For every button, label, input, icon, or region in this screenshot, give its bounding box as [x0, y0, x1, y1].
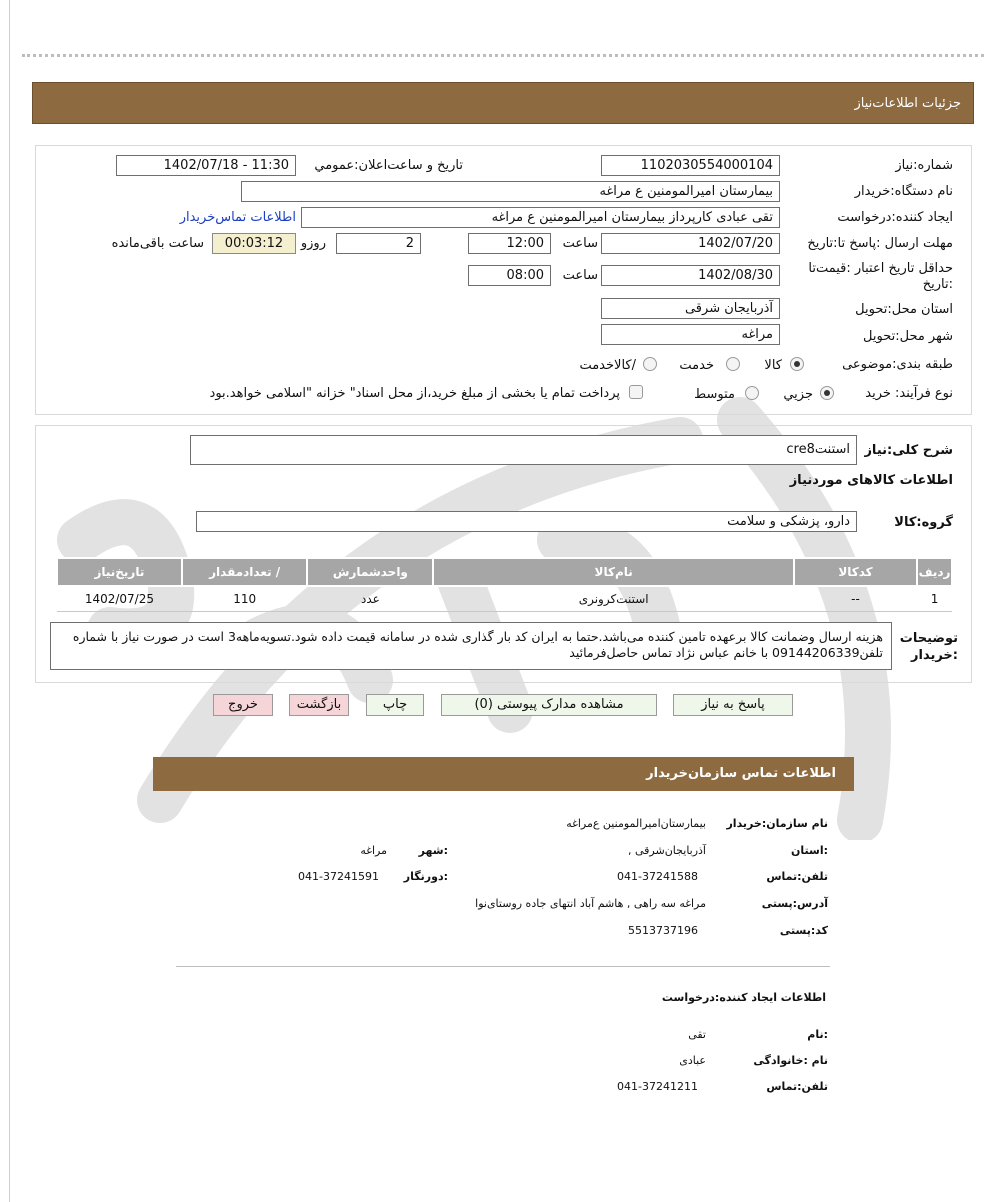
creator-phone-label: تلفن:تماس: [766, 1080, 828, 1093]
col-row-number: ردیف: [917, 558, 952, 586]
col-need-date: تاریخ‌نیاز: [57, 558, 182, 586]
page-header-bar: [32, 82, 974, 124]
validity-time-label: ساعت: [562, 268, 598, 283]
buyer-contact-title: اطلاعات تماس سازمان‌خریدار: [646, 766, 836, 781]
contact-fax-value: 041-37241591: [298, 870, 379, 883]
postal-address-label: آدرس:پستی: [761, 897, 828, 910]
buyer-org-field: بیمارستان امیرالمومنین ع مراغه: [241, 181, 780, 202]
process-medium-radio[interactable]: [745, 386, 759, 400]
treasury-payment-note: پرداخت تمام یا بخشی از مبلغ خرید،از محل اسناد" خزانه "اسلامی خواهد.بود: [209, 386, 620, 401]
need-description-label: شرح کلی:نیاز: [864, 443, 953, 458]
table-row: [57, 586, 952, 612]
category-label: طبقه بندی:موضوعی: [842, 357, 953, 372]
buyer-contact-link[interactable]: اطلاعات تماس‌خریدار: [179, 210, 296, 225]
cell-need-date: 1402/07/25: [57, 586, 182, 612]
cell-quantity: 110: [182, 586, 308, 612]
category-service-label: خدمت: [679, 358, 714, 373]
need-description-field: استنتcre8: [190, 435, 857, 465]
announce-datetime-field: 1402/07/18 - 11:30: [116, 155, 296, 176]
top-dotted-divider: [22, 54, 984, 57]
cell-row-number: 1: [917, 586, 952, 612]
buyer-contact-header: [153, 757, 854, 791]
contact-city-value: مراغه: [360, 844, 387, 857]
category-goods-label: کالا: [764, 358, 782, 373]
deadline-date-field: 1402/07/20: [601, 233, 780, 254]
cell-unit: عدد: [307, 586, 433, 612]
cell-goods-code: --: [794, 586, 917, 612]
category-goods-radio[interactable]: [790, 357, 804, 371]
buyer-notes-label: توضیحات :خریدار: [899, 631, 958, 663]
request-creator-field: تقی عبادی کارپرداز بیمارستان امیرالمومنین ع مراغه: [301, 207, 780, 228]
contact-province-value: آذربایجان‌شرقی ,: [628, 844, 706, 857]
contact-fax-label: :دورنگار: [403, 870, 448, 883]
delivery-city-label: شهر محل:تحویل: [863, 329, 953, 344]
days-label: روزو: [300, 236, 326, 251]
creator-name-value: تقی: [688, 1028, 706, 1041]
category-goods-service-radio[interactable]: [643, 357, 657, 371]
process-medium-label: متوسط: [694, 387, 735, 402]
col-goods-code: کدکالا: [794, 558, 917, 586]
buyer-org-label: نام دستگاه:خریدار: [854, 184, 953, 199]
respond-to-need-button[interactable]: پاسخ به نیاز: [673, 694, 793, 716]
goods-group-field: دارو، پزشکی و سلامت: [196, 511, 857, 532]
category-service-radio[interactable]: [726, 357, 740, 371]
page-header-title: جزئیات اطلاعات‌نیاز: [854, 96, 961, 111]
validity-time-field: 08:00: [468, 265, 551, 286]
postal-code-value: 5513737196: [628, 924, 698, 937]
delivery-province-field: آذربایجان شرقی: [601, 298, 780, 319]
cell-goods-name: استنت‌کرونری: [433, 586, 794, 612]
days-count-field: 2: [336, 233, 421, 254]
validity-date-field: 1402/08/30: [601, 265, 780, 286]
creator-name-label: :نام: [807, 1028, 828, 1041]
goods-group-label: گروه:کالا: [894, 515, 953, 530]
contact-province-label: :استان: [791, 844, 828, 857]
delivery-city-field: مراغه: [601, 324, 780, 345]
creator-phone-value: 041-37241211: [617, 1080, 698, 1093]
treasury-payment-checkbox[interactable]: [629, 385, 643, 399]
creator-info-heading: اطلاعات ایجاد کننده:درخواست: [661, 991, 826, 1004]
remaining-time-label: ساعت باقی‌مانده: [111, 236, 204, 251]
col-goods-name: نام‌کالا: [433, 558, 794, 586]
goods-table-header: [57, 558, 952, 586]
print-button[interactable]: چاپ: [366, 694, 424, 716]
process-minor-label: جزیي: [783, 387, 813, 402]
contact-phone-label: تلفن:تماس: [766, 870, 828, 883]
response-deadline-label: مهلت ارسال :پاسخ تا:تاریخ: [807, 236, 953, 251]
org-name-value: بیمارستان‌امیرالمومنین ع‌مراغه: [566, 817, 706, 830]
exit-button[interactable]: خروج: [213, 694, 273, 716]
delivery-province-label: استان محل:تحویل: [855, 302, 953, 317]
org-name-label: نام سازمان:خریدار: [726, 817, 828, 830]
buyer-notes-box: [50, 622, 892, 670]
request-creator-label: ایجاد کننده:درخواست: [837, 210, 953, 225]
page-left-border: [9, 0, 10, 1202]
process-minor-radio[interactable]: [820, 386, 834, 400]
postal-code-label: کد:پستی: [779, 924, 828, 937]
deadline-time-field: 12:00: [468, 233, 551, 254]
category-goods-service-label: /کالاخدمت: [579, 358, 636, 373]
view-attachments-button[interactable]: مشاهده مدارک پیوستی (0): [441, 694, 657, 716]
price-validity-label: حداقل تاریخ اعتبار :قیمت‌تا :تاریخ: [808, 261, 953, 292]
col-unit: واحدشمارش: [307, 558, 433, 586]
col-quantity: / تعدادمقدار: [182, 558, 308, 586]
process-type-label: نوع فرآیند: خرید: [865, 386, 953, 401]
need-number-label: شماره:نیاز: [895, 158, 953, 173]
creator-family-value: عبادی: [679, 1054, 706, 1067]
contact-divider: [176, 966, 830, 967]
remaining-time-field: 00:03:12: [212, 233, 296, 254]
goods-info-heading: اطلاعات کالاهای مورد‌نیاز: [789, 473, 953, 488]
contact-city-label: :شهر: [418, 844, 448, 857]
need-number-field: 1102030554000104: [601, 155, 780, 176]
announce-datetime-label: تاریخ و ساعت‌اعلان:عمومي: [314, 158, 463, 173]
contact-phone-value: 041-37241588: [617, 870, 698, 883]
postal-address-value: مراغه سه راهی , هاشم آباد انتهای جاده روستای‌نوا: [475, 897, 706, 910]
back-button[interactable]: بازگشت: [289, 694, 349, 716]
buyer-notes-text: هزینه ارسال وضمانت کالا برعهده تامین کننده می‌باشد.حتما به ایران کد بار گذاری شده در سامانه قیمت داده شود.تسویه‌ماهه3 است در صورت نیاز با شماره تلفن09144206339 با خانم عباس نژاد تماس حاصل‌فرمائید: [72, 629, 883, 660]
goods-table: [56, 557, 953, 612]
creator-family-label: نام :خانوادگی: [753, 1054, 828, 1067]
deadline-time-label: ساعت: [562, 236, 598, 251]
